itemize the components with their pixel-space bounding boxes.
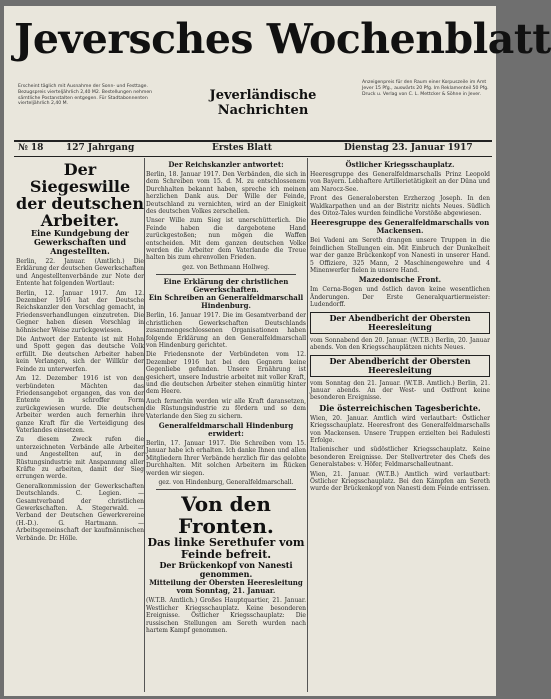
section-subheading: Ein Schreiben an Generalfeldmarschall Hindenburg. [148, 293, 304, 311]
column-3 [310, 161, 490, 691]
signatures: Generalkommission der Gewerkschaften Deutschlands. C. Legien. — Gesamtverband der christlichen Gewerkschaften. A. Stegerwald. — Verband der Deutschen Gewerkvereine (H.-D.). G. Hartmann. — Arbeitsgemeinschaft der kaufmännischen Verbände. Dr. Hölle. [16, 482, 144, 542]
signature: gez. von Hindenburg, Generalfeldmarschall. [158, 479, 294, 486]
paragraph: Im Cerna-Bogen und östlich davon keine wesentlichen Änderungen. Der Erste Generalquartiermeister: Ludendorff. [310, 286, 490, 309]
signature: gez. von Bethmann Hollweg. [182, 263, 270, 271]
separator [156, 274, 296, 275]
separator [156, 489, 296, 490]
paragraph: Wien, 20. Januar. Amtlich wird verlautbart: Östlicher Kriegsschauplatz. Heeresfront des Generalfeldmarschalls von Mackensen. Unsere Truppen erzielten bei Radulesti Erfolge. [310, 414, 490, 444]
subtitle-line-1: Jeverländische [209, 88, 317, 103]
issue-date: Dienstag 23. Januar 1917 [344, 143, 473, 153]
sheet-label: Erstes Blatt [212, 143, 272, 153]
section-heading: Die österreichischen Tagesberichte. [319, 402, 481, 413]
section-heading: Heeresgruppe des Generalfeldmarschalls von Mackensen. [310, 218, 490, 236]
paragraph: (W.T.B. Amtlich.) Großes Hauptquartier, 21. Januar. Westlicher Kriegsschauplatz. Keine besonderen Ereignisse. Östlicher Kriegsschauplatz: Die russischen Stellungen am Sereth wurden nach hartem Kampf genommen. [146, 597, 306, 635]
volume-year: 127 Jahrgang [66, 143, 135, 153]
fronten-subheadline: Das linke Serethufer vom Feinde befreit. [147, 536, 305, 562]
paragraph: Heeresgruppe des Generalfeldmarschalls Prinz Leopold von Bayern. Lebhaftere Artillerietätigkeit an der Düna und am Narocz-See. [310, 171, 490, 193]
paragraph: Berlin, 22. Januar. (Amtlich.) Die Erklärung der deutschen Gewerkschaften und Angestelltenverbände zur Note der Entente hat folgenden Wortlaut: [16, 258, 144, 288]
fronten-headline: Von den Fronten. [178, 492, 274, 539]
paragraph: vom Sonntag den 21. Januar. (W.T.B. Amtlich.) Berlin, 21. Januar abends. An der West- und Ostfront keine besonderen Ereignisse. [310, 379, 490, 402]
section-heading: Der Reichskanzler antwortet: [168, 160, 284, 169]
paragraph: Die Antwort der Entente ist mit Hohn und Spott gegen das deutsche Volk erfüllt. Die deutschen Arbeiter haben kein Verlangen, sich der Willkür der Feinde zu unterwerfen. [16, 336, 144, 373]
column-divider [144, 158, 145, 692]
paragraph: Am 12. Dezember 1916 ist von den verbündeten Mächten das Friedensangebot ergangen, das von der Entente in schroffer Form zurückgewiesen wurde. Die deutschen Arbeiter werden auch fernerhin ihre ganze Kraft für die Verteidigung des Vaterlandes einsetzen. [16, 375, 144, 434]
paragraph: vom Sonnabend den 20. Januar. (W.T.B.) Berlin, 20. Januar abends. Von den Kriegsschauplätzen nichts Neues. [310, 336, 490, 352]
fronten-subheadline: Der Brückenkopf von Nanesti genommen. [159, 560, 293, 580]
paragraph: Berlin, 18. Januar 1917. Den Verbänden, die sich in dem Schreiben vom 15. d. M. zu entschlossenem Durchhalten bekannt haben, spreche ich meinen herzlichen Dank aus. Der Wille der Feinde, Deutschland zu vernichten, wird an der Einigkeit des deutschen Volkes zerschellen. [146, 171, 306, 216]
header-rule-bottom [14, 156, 492, 157]
article-headline: Der Siegeswille der deutschen Arbeiter. [16, 160, 144, 230]
article-subheadline: Eine Kundgebung der Gewerkschaften und Angestellten. [30, 228, 130, 256]
section-heading: Generalfeldmarschall Hindenburg erwidert: [158, 420, 294, 438]
paragraph: Berlin, 12. Januar 1917. Am 12. Dezember 1916 hat der Deutsche Reichskanzler den Vorschlag gemacht, in Friedensverhandlungen einzutreten. Die Gegner haben diesen Vorschlag in höhnischer Weise zurückgewiesen. [16, 289, 144, 334]
section-heading: Mazedonische Front. [358, 275, 442, 285]
subscription-info: Erscheint täglich mit Ausnahme der Sonn- und Festtage. Bezugspreis vierteljährlich 2,40 M2. Bestellungen nehmen sämtliche Postanstalten entgegen. Für Stadtabonnenten vierteljährlich 2,40 M. [18, 84, 153, 107]
subtitle-line-2: Nachrichten [217, 103, 309, 118]
masthead-title: Jeversches Wochenblatt [14, 15, 551, 63]
column-1 [16, 161, 144, 691]
paragraph: Auch fernerhin werden wir alle Kraft daransetzen, die Rüstungsindustrie zu fördern und so dem Vaterlande den Sieg zu sichern. [146, 397, 306, 420]
section-heading: Eine Erklärung der christlichen Gewerkschaften. [163, 277, 289, 295]
newspaper-page [4, 6, 551, 696]
subtitle [168, 88, 358, 118]
paragraph: Wien, 21. Januar. (W.T.B.) Amtlich wird verlautbart: Östlicher Kriegsschauplatz. Bei den Kämpfen am Sereth wurde der Brückenkopf von Nanesti dem Feinde entrissen. [310, 470, 490, 493]
report-heading: Der Abendbericht der Obersten Heeresleitung [310, 355, 490, 377]
advertising-info: Anzeigenpreis für den Raum einer Korpuszeile im Amt Jever 15 Pfg., auswärts 20 Pfg. Im Reklamenteil 50 Pfg. Druck u. Verlag von C. L. Mettcker & Söhne in Jever. [362, 80, 489, 97]
paragraph: Die Friedensnote der Verbündeten vom 12. Dezember 1916 hat bei den Gegnern keine Gegenliebe gefunden. Unsere Ernährung ist gesichert, unsere Industrie arbeitet mit voller Kraft, und die deutschen Arbeiter stehen einmütig hinter dem Heere. [146, 351, 306, 396]
paragraph: Unser Wille zum Sieg ist unerschütterlich. Die Feinde haben die dargebotene Hand zurückgestoßen; nun mögen die Waffen entscheiden. Mit dem ganzen deutschen Volke werden die Arbeiter dem Vaterlande die Treue halten bis zum ehrenvollen Frieden. [146, 217, 306, 262]
column-2 [146, 161, 306, 691]
issue-number: № 18 [18, 143, 44, 153]
column-divider [307, 158, 308, 692]
report-heading: Der Abendbericht der Obersten Heeresleitung [310, 312, 490, 334]
report-title: Mitteilung der Obersten Heeresleitung vom Sonntag, 21. Januar. [149, 578, 303, 596]
paragraph: Berlin, 16. Januar 1917. Die im Gesamtverband der christlichen Gewerkschaften Deutschlands zusammengeschlossenen Organisationen haben folgende Erklärung an den Generalfeldmarschall von Hindenburg gerichtet. [146, 312, 306, 349]
paragraph: Italienischer und südöstlicher Kriegsschauplatz. Keine besonderen Ereignisse. Der Stellvertreter des Chefs des Generalstabes: v. Höfer, Feldmarschalleutnant. [310, 446, 490, 469]
header-rule-top [14, 140, 492, 142]
paragraph: Front des Generalobersten Erzherzog Joseph. In den Waldkarpathen und an der Bistritz nichts Neues. Südlich des Oitoz-Tales wurden feindliche Vorstöße abgewiesen. [310, 195, 490, 218]
paragraph: Zu diesem Zweck rufen die unterzeichneten Verbände alle Arbeiter und Angestellten auf, in der Rüstungsindustrie mit Anspannung aller Kräfte zu arbeiten, damit der Sieg errungen werde. [16, 436, 144, 481]
section-heading: Östlicher Kriegsschauplatz. [345, 160, 455, 169]
paragraph: Berlin, 17. Januar 1917. Die Schreiben vom 15. Januar habe ich erhalten. Ich danke Ihnen und allen Mitgliedern Ihrer Verbände herzlich für das gelobte Durchhalten. Mit solchen Arbeitern im Rücken werden wir siegen. [146, 439, 306, 477]
paragraph: Bei Vadeni am Sereth drangen unsere Truppen in die feindlichen Stellungen ein. Mit Einbruch der Dunkelheit war der ganze Brückenkopf von Nanesti in unserer Hand. 5 Offiziere, 325 Mann, 2 Maschinengewehre und 4 Minenwerfer fielen in unsere Hand. [310, 237, 490, 275]
